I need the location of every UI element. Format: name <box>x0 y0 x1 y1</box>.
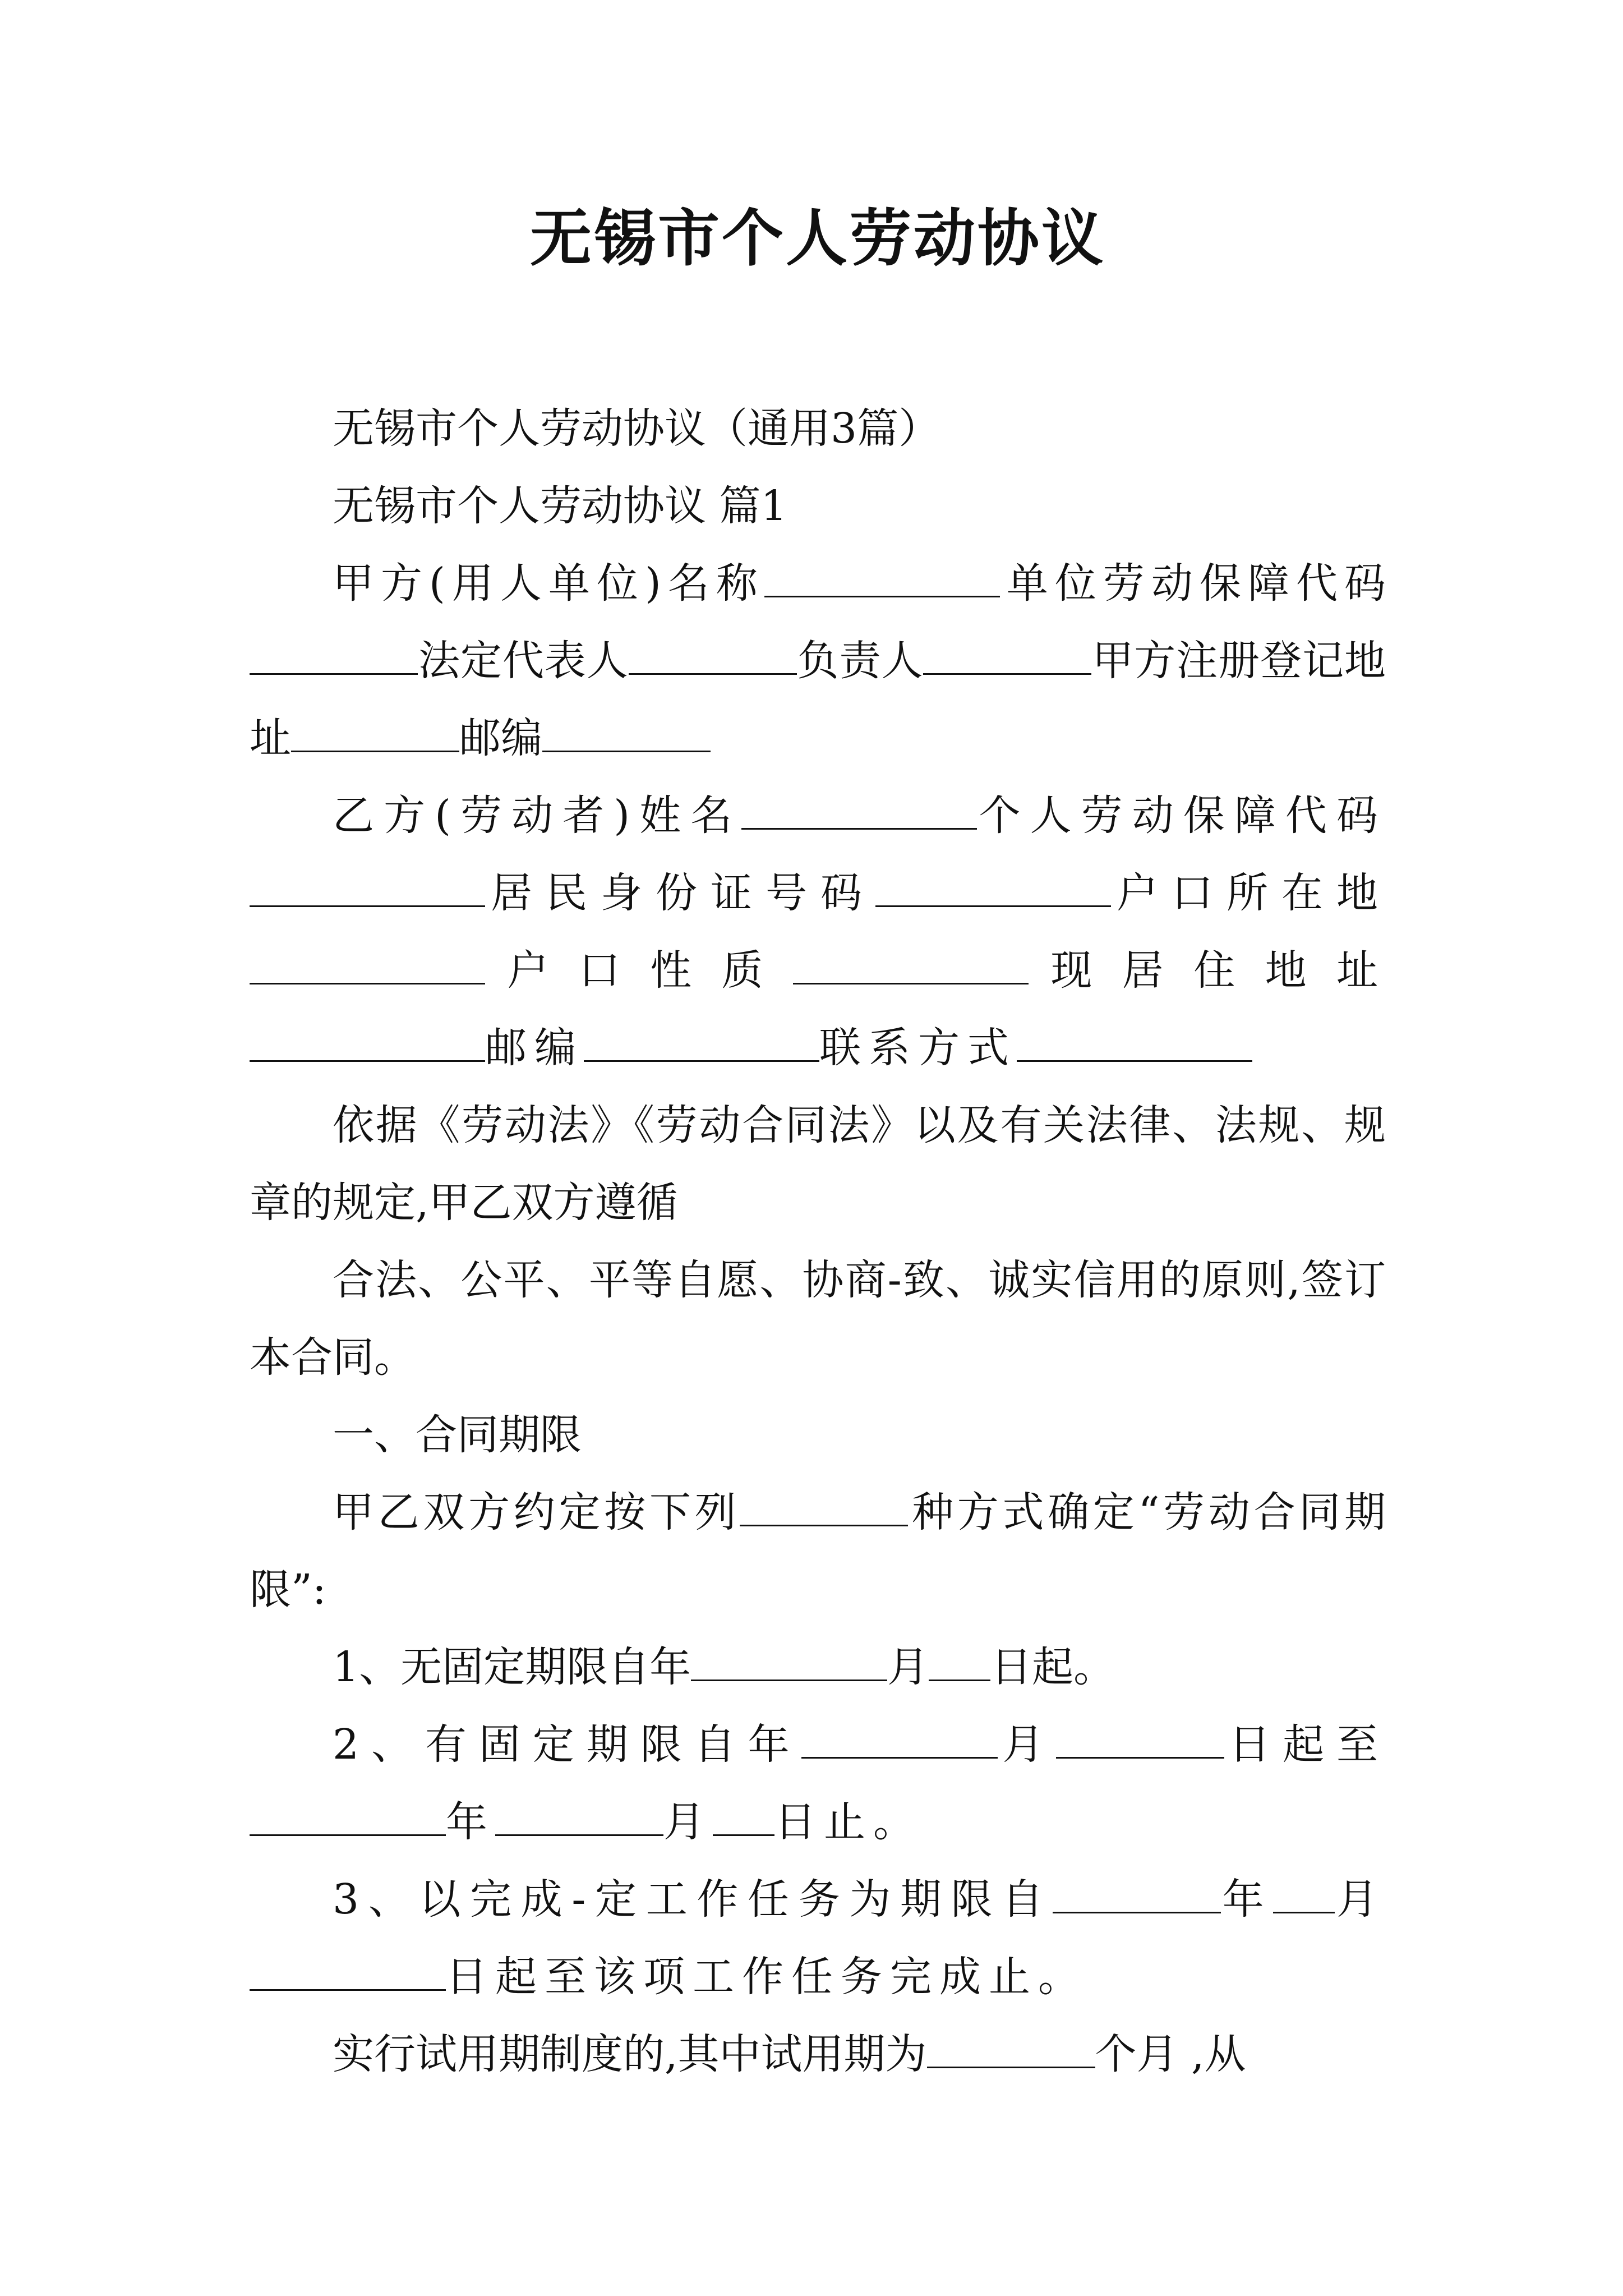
term-1-text-c: 日起。 <box>990 1643 1115 1691</box>
party-a-rep-label: 法定代表人 <box>418 637 629 685</box>
term-2-year-label: 年 <box>446 1798 495 1846</box>
term-1-year-blank <box>691 1647 887 1681</box>
term-option-1 <box>250 1628 1386 1706</box>
basis-paragraph-1: 依据《劳动法》《劳动合同法》以及有关法律、法规、规章的规定,甲乙双方遵循 <box>250 1101 1386 1227</box>
party-a-name-blank <box>764 563 1000 597</box>
party-b-hukou-type-label: 户口性质 <box>485 946 793 995</box>
probation-text-b: 个月 ,从 <box>1095 2030 1246 2078</box>
probation-paragraph <box>250 2016 1386 2093</box>
term-1-text-a: 1、无固定期限自年 <box>333 1643 691 1691</box>
term-2-end-month-label: 月 <box>663 1798 713 1846</box>
party-a-code-label: 单位劳动保障代码 <box>999 559 1386 608</box>
party-b-contact-blank <box>1017 1028 1252 1062</box>
party-a-code-blank <box>250 641 418 675</box>
party-b-code-label: 个人劳动保障代码 <box>977 792 1386 840</box>
term-3-text-d: 日起至该项工作任务完成止。 <box>446 1953 1087 2001</box>
term-3-month-label: 月 <box>1335 1875 1386 1924</box>
probation-text-a: 实行试用期制度的,其中试用期为 <box>333 2030 927 2078</box>
term-2-text-c: 日起至 <box>1224 1720 1386 1769</box>
basis-paragraph-2: 合法、公平、平等自愿、协商-致、诚实信用的原则,签订本合同。 <box>250 1256 1386 1382</box>
party-b-hukou-label: 户口所在地 <box>1111 869 1386 917</box>
term-2-start-year-blank <box>801 1724 998 1759</box>
party-b-addr-label: 现居住地址 <box>1029 946 1386 995</box>
term-option-3 <box>250 1861 1386 2016</box>
party-b-code-blank <box>250 873 485 907</box>
party-a-head-label: 负责人 <box>796 637 924 685</box>
probation-months-blank <box>927 2034 1095 2068</box>
party-b-paragraph <box>250 777 1386 1087</box>
party-a-zip-label: 邮编 <box>459 714 542 762</box>
party-b-name-label: 乙方(劳动者)姓名 <box>333 792 742 840</box>
term-3-year-blank <box>1053 1879 1221 1913</box>
document-body <box>250 390 1386 2093</box>
term-2-text-f: 日止。 <box>774 1798 923 1846</box>
term-2-month-label: 月 <box>998 1720 1057 1769</box>
term-2-start-day-blank <box>1056 1724 1224 1759</box>
party-b-zip-blank <box>584 1028 819 1062</box>
party-a-head-blank <box>923 641 1091 675</box>
party-b-id-blank <box>875 873 1111 907</box>
term-2-end-day-blank <box>713 1802 774 1836</box>
term-intro-paragraph <box>250 1474 1386 1628</box>
party-a-addr-label: 甲方注册登记地址 <box>250 637 1386 762</box>
term-option-2 <box>250 1706 1386 1861</box>
term-intro-text-b: 种方式确定“劳动合同期限”: <box>250 1488 1386 1614</box>
party-a-paragraph <box>250 545 1386 777</box>
party-b-name-blank <box>741 795 977 830</box>
section-heading: 无锡市个人劳动协议 篇1 <box>333 482 787 530</box>
term-1-month-label: 月 <box>887 1643 929 1691</box>
party-b-zip-label: 邮编 <box>485 1024 584 1072</box>
party-a-name-label: 甲方(用人单位)名称 <box>333 559 764 608</box>
party-a-addr-blank <box>291 718 459 752</box>
party-b-id-label: 居民身份证号码 <box>485 869 875 917</box>
term-3-month-blank <box>1273 1879 1335 1913</box>
party-a-rep-blank <box>629 641 797 675</box>
term-3-year-label: 年 <box>1221 1875 1274 1924</box>
term-method-blank <box>740 1492 908 1526</box>
party-b-contact-label: 联系方式 <box>819 1024 1017 1072</box>
term-1-day-blank <box>929 1647 990 1681</box>
term-3-text-a: 3、以完成-定工作任务为期限自 <box>333 1875 1053 1924</box>
subtitle: 无锡市个人劳动协议（通用3篇） <box>333 404 940 453</box>
party-b-hukou-type-blank <box>793 950 1029 984</box>
term-3-day-blank <box>250 1957 446 1991</box>
term-2-text-a: 2、有固定期限自年 <box>333 1720 802 1769</box>
term-2-end-year-blank <box>250 1802 446 1836</box>
document-title: 无锡市个人劳动协议 <box>530 202 1105 274</box>
party-a-zip-blank <box>542 718 711 752</box>
party-b-addr-blank <box>250 1028 485 1062</box>
party-b-hukou-blank <box>250 950 485 984</box>
term-2-end-month-blank <box>495 1802 663 1836</box>
contract-term-heading: 一、合同期限 <box>333 1411 582 1459</box>
term-intro-text-a: 甲乙双方约定按下列 <box>333 1488 740 1536</box>
